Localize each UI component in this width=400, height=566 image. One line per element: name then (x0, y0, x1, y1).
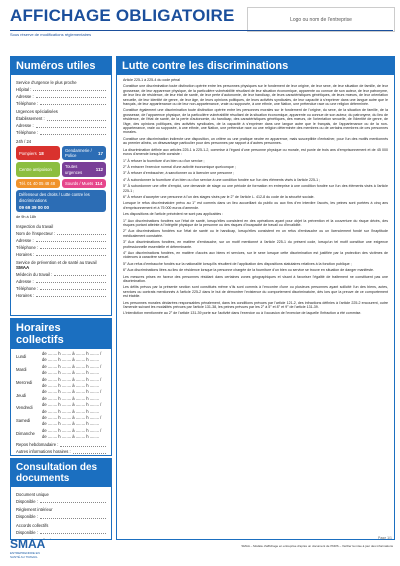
useful-field-0-2 (16, 99, 106, 106)
day-schedule: de ........ h ........ à ........ h ........ / de ........ h ........ à ........ h ........ (42, 351, 102, 363)
document-availability-line (40, 514, 106, 519)
useful-field-0-0 (16, 85, 106, 92)
document-availability-line (40, 529, 106, 534)
consultation-panel (10, 458, 112, 540)
section-0-line-3 (16, 250, 106, 257)
section-1-line-4-line (36, 292, 106, 297)
header-divider (10, 30, 393, 31)
useful-field-1-1 (16, 122, 106, 129)
useful-field-0-0-label: Hôpital : (16, 87, 32, 92)
emergency-pill (16, 146, 60, 161)
page-number: Page 1/1 (377, 536, 392, 540)
weekly-rest (16, 441, 106, 448)
section-0-line-2 (16, 243, 106, 250)
header-subtitle: Sous réserve de modifications réglementaires (10, 32, 92, 37)
prevention-org: SMAA (16, 265, 30, 271)
smaa-logo (10, 537, 50, 559)
emergency-label: Toutes urgences (65, 164, 83, 175)
emergency-pill (16, 162, 60, 177)
useful-field-1-1-line (36, 123, 106, 128)
section-1-line-1-label: Médecin du travail : (16, 272, 53, 278)
useful-field-label: Service d'urgence le plus proche (16, 80, 77, 85)
footer-text: SMAA – Modèle d'affichage en entreprise d'après un document de l'INRS – Vérifier la mise à jour des informations (241, 544, 393, 548)
discrimination-paragraph: La discrimination définie aux articles 225-1 à 225-1-2, commise à l'égard d'une personne physique ou morale, est punie de trois ans d'emprisonnement et de 45 000 euros d'amende lorsqu'elle consiste : (123, 147, 388, 157)
emergency-pill (16, 179, 60, 188)
emergency-number: 114 (95, 181, 103, 187)
day-schedule: de ........ h ........ à ........ h ........ / de ........ h ........ à ........ h ........ (42, 376, 102, 389)
section-1-line-2-line (36, 278, 106, 283)
page-title: AFFICHAGE OBLIGATOIRE (10, 6, 235, 25)
section-0-line-0-label: Nom de l'inspecteur : (16, 230, 56, 236)
discrimination-paragraph: L'interdiction mentionnée au 2° de l'article 131-39 porte sur l'activité dans l'exercice ou à l'occasion de l'exercice de laquelle l'infraction a été commise. (123, 311, 362, 316)
emergency-pill (62, 179, 106, 188)
day-label: Samedi (16, 418, 31, 424)
day-label: Dimanche (16, 431, 35, 437)
day-label: Jeudi (16, 392, 27, 398)
section-label: Service de prévention et de santé au travail (16, 259, 97, 265)
useful-field-0-0-line (33, 86, 106, 91)
discrimination-paragraph: Les dispositions de l'article précédent ne sont pas applicables : (123, 212, 224, 217)
section-0-line-0 (16, 229, 106, 236)
day-label: Mercredi (16, 379, 33, 385)
discrimination-paragraph: Article 225-1 à 225-4 du code pénal (123, 78, 180, 82)
rights-label: Défenseur des droits / Lutte contre les discriminations (19, 192, 90, 203)
useful-field-label: Urgences spécialisées (16, 109, 58, 115)
weekly-rest-line (60, 442, 106, 447)
discrimination-paragraph: Les mesures prises en faveur des personnes résidant dans certaines zones géographiques et visant à favoriser l'égalité de traitement ne constituent pas une discrimination. (123, 274, 388, 284)
useful-field-1-0-label: Établissement : (16, 116, 45, 122)
discrimination-paragraph: Les délits prévus par la présente section sont constitués même s'ils sont commis à l'encontre d'une ou plusieurs personnes ayant sollicité l'un des biens, actes, services ou contrats mentionnés à l'article 225-2 dans le but de démontrer l'existence du comportement discriminatoire, dès lors que la preuve de ce comportement est établie. (123, 285, 388, 299)
other-hours-info-label: Autres informations horaires : (16, 449, 71, 455)
discrimination-title: Lutte contre les discriminations (117, 57, 394, 75)
smaa-logo-text: SMAA (10, 537, 46, 551)
other-hours-info (16, 448, 106, 455)
discrimination-paragraph: Constitue une discrimination indirecte une disposition, un critère ou une pratique neutre en apparence, mais susceptible d'entraîner, pour l'un des motifs mentionnés au premier alinéa, un désavantage particulier pour des personnes par rapport à d'autres personnes. (123, 136, 388, 146)
discrimination-paragraph: 6° À refuser d'accepter une personne à l'un des stages visés par le 2° de l'article L. 412-8 du code de la sécurité sociale. (123, 194, 315, 199)
document-name: Accords collectifs (16, 522, 49, 528)
section-0-line-1-label: Adresse : (16, 237, 34, 243)
hours-row (16, 389, 106, 402)
section-1-line-2 (16, 277, 106, 284)
document-availability (16, 528, 106, 535)
useful-field-1-0 (16, 115, 106, 122)
hours-title: Horaires collectifs (11, 319, 111, 349)
day-schedule: de ........ h ........ à ........ h ........ / de ........ h ........ à ........ h ........ (42, 402, 102, 414)
weekly-rest-label: Repos hebdomadaire : (16, 442, 59, 448)
emergency-grid (16, 146, 106, 188)
emergency-pill (62, 162, 106, 177)
day-schedule: de ........ h ........ à ........ h ........ / de ........ h ........ à ........ h ........ (42, 363, 102, 376)
discrimination-body (117, 75, 394, 321)
emergency-caption: 24h / 24 (16, 138, 32, 144)
rights-hours: de 9h à 18h (16, 215, 37, 220)
section-1-line-1-line (54, 271, 106, 276)
section-1-line-2-label: Adresse : (16, 279, 34, 285)
section-label: Inspection du travail (16, 223, 54, 229)
document-availability-line (40, 498, 106, 503)
day-label: Mardi (16, 367, 27, 373)
hours-row (16, 377, 106, 390)
hours-row (16, 351, 106, 364)
section-1-line-4-label: Horaires : (16, 293, 35, 299)
discrimination-paragraph: Constitue également une discrimination toute distinction opérée entre les personnes morales sur le fondement de l'origine, du sexe, de la situation de famille, de la grossesse, de l'apparence physique, de la particulière vulnérabilité résultant de la situation économique, apparente ou connue de son auteur, du patronyme, du lieu de résidence, de l'état de santé, de la perte d'autonomie, du handicap, des caractéristiques génétiques, des mœurs, de l'orientation sexuelle, de l'identité de genre, de l'âge, des opinions politiques, des activités syndicales, de la capacité à s'exprimer dans une langue autre que le français, de l'appartenance ou de la non-appartenance, vraie ou supposée, à une ethnie, une Nation, une prétendue race ou une religion déterminée des membres ou de certains membres de ces personnes morales. (123, 108, 388, 135)
useful-numbers-panel (10, 56, 112, 316)
emergency-label: Tél. 01 40 05 48 48 (19, 181, 56, 187)
useful-numbers-title: Numéros utiles (11, 57, 111, 75)
useful-numbers-body (11, 75, 111, 300)
hours-row (16, 428, 106, 441)
hours-row (16, 402, 106, 415)
discrimination-paragraph: 4° À subordonner la fourniture d'un bien ou d'un service à une condition fondée sur l'un des éléments visés à l'article 225-1 ; (123, 177, 321, 182)
day-schedule: de ........ h ........ à ........ h ........ / de ........ h ........ à ........ h ........ (42, 415, 102, 427)
emergency-label: Pompiers (19, 150, 37, 156)
emergency-label: Gendarmerie / Police (65, 147, 92, 159)
day-label: Lundi (16, 354, 27, 360)
discrimination-paragraph: 5° Aux refus d'embauche fondés sur la nationalité lorsqu'ils résultent de l'application des dispositions statutaires relatives à la fonction publique ; (123, 261, 352, 266)
useful-field-0-1-line (36, 93, 106, 98)
section-1-line-1 (16, 270, 106, 277)
section-1-line-3-label: Téléphone : (16, 286, 39, 292)
useful-field-1-2-line (40, 130, 106, 135)
emergency-number: 18 (38, 150, 44, 156)
day-schedule: de ........ h ........ à ........ h ........ / de ........ h ........ à ........ h ........ (42, 427, 102, 440)
company-logo-placeholder: Logo ou nom de l'entreprise (247, 7, 395, 32)
emergency-label: Centre antipoison (19, 167, 52, 173)
section-1-line-3 (16, 284, 106, 291)
useful-field-1-1-label: Adresse : (16, 123, 34, 129)
section-1-line-3-line (40, 285, 106, 290)
useful-field-0-2-label: Téléphone : (16, 101, 39, 106)
hours-row (16, 415, 106, 428)
useful-field-0-1-label: Adresse : (16, 94, 34, 99)
discrimination-paragraph: 5° À subordonner une offre d'emploi, une demande de stage ou une période de formation en entreprise à une condition fondée sur l'un des éléments visés à l'article 225-1 ; (123, 184, 388, 193)
useful-field-1-0-line (47, 116, 106, 121)
emergency-pill (62, 146, 106, 161)
document-availability-label: Disponible : (16, 514, 38, 520)
document-availability-label: Disponible : (16, 499, 38, 504)
discrimination-paragraph: 4° Aux discriminations fondées, en matière d'accès aux biens et services, sur le sexe lorsque cette discrimination est justifiée par la protection des victimes de violences à caractère sexuel. (123, 251, 388, 260)
discrimination-panel (116, 56, 395, 540)
document-name: Document unique (16, 492, 49, 497)
discrimination-paragraph: 3° Aux discriminations fondées, en matière d'embauche, sur un motif mentionné à l'article 225-1 du présent code, lorsqu'un tel motif constitue une exigence professionnelle essentielle et déterminante. (123, 240, 388, 249)
day-label: Vendredi (16, 405, 33, 411)
section-0-line-1-line (36, 237, 106, 242)
discrimination-paragraph: 2° À entraver l'exercice normal d'une activité économique quelconque ; (123, 164, 236, 169)
section-0-line-1 (16, 236, 106, 243)
discrimination-paragraph: 6° Aux discriminations liées au lieu de résidence lorsque la personne chargée de la fourniture d'un bien ou service se trouve en situation de danger manifeste. (123, 268, 375, 273)
discrimination-paragraph: Les personnes morales déclarées responsables pénalement, dans les conditions prévues par l'article 121-2, des infractions définies à l'article 225-2 encourent, outre l'amende suivant les modalités prévues par l'article 131-38, les peines prévues par les 2° à 5° et 8° et 9° de l'article 131-39. (123, 300, 388, 310)
consultation-title: Consultation des documents (11, 459, 111, 487)
hours-panel (10, 318, 112, 456)
section-0-line-3-line (36, 251, 106, 256)
discrimination-paragraph: 2° Aux discriminations fondées sur l'état de santé ou le handicap, lorsqu'elles consistent en un refus d'embauche ou un licenciement fondé sur l'inaptitude médicalement constatée. (123, 229, 388, 238)
document-availability (16, 497, 106, 504)
discrimination-paragraph: 1° À refuser la fourniture d'un bien ou d'un service ; (123, 158, 205, 163)
smaa-logo-tagline: ENTREPRENDRE EN SANTÉ AU TRAVAIL (10, 551, 40, 559)
document-availability (16, 513, 106, 520)
rights-box (16, 190, 106, 212)
hours-row (16, 364, 106, 377)
useful-field-0-2-line (40, 100, 106, 105)
section-0-line-2-line (40, 244, 106, 249)
discrimination-paragraph: Lorsque le refus discriminatoire prévu au 1° est commis dans un lieu accueillant du public ou aux fins d'en interdire l'accès, les peines sont portées à cinq ans d'emprisonnement et à 75 000 euros d'amende. (123, 201, 388, 210)
discrimination-paragraph: Constitue une discrimination toute distinction opérée entre les personnes physiques sur le fondement de leur origine, de leur sexe, de leur situation de famille, de leur grossesse, de leur apparence physique, de la particulière vulnérabilité résultant de leur situation économique, apparente ou connue de son auteur, de leur patronyme, de leur lieu de résidence, de leur état de santé, de leur perte d'autonomie, de leur handicap, de leurs caractéristiques génétiques, de leurs mœurs, de leur orientation sexuelle, de leur identité de genre, de leur âge, de leurs opinions politiques, de leurs activités syndicales, de leur capacité à s'exprimer dans une langue autre que le français, de leur appartenance ou de leur non-appartenance, vraie ou supposée, à une ethnie, une Nation, une prétendue race ou une religion déterminée. (123, 84, 388, 107)
day-schedule: de ........ h ........ à ........ h ........ / de ........ h ........ à ........ h ........ (42, 389, 102, 401)
emergency-number: 17 (97, 150, 103, 156)
other-hours-info-line (73, 449, 106, 454)
useful-field-0-1 (16, 92, 106, 99)
document-availability-label: Disponible : (16, 529, 38, 535)
section-1-line-4 (16, 291, 106, 298)
hours-body (11, 349, 111, 456)
emergency-label: Sourds / Muets (65, 181, 94, 187)
emergency-number: 112 (95, 167, 103, 173)
rights-number: 09 69 39 00 00 (19, 204, 50, 210)
discrimination-paragraph: 3° À refuser d'embaucher, à sanctionner ou à licencier une personne ; (123, 171, 235, 176)
document-name: Règlement intérieur (16, 507, 53, 513)
section-0-line-2-label: Téléphone : (16, 244, 39, 250)
useful-field-1-2-label: Téléphone : (16, 130, 39, 136)
section-0-line-3-label: Horaires : (16, 251, 35, 257)
useful-field-1-2 (16, 129, 106, 136)
discrimination-paragraph: 1° Aux discriminations fondées sur l'état de santé, lorsqu'elles consistent en des opérations ayant pour objet la prévention et la couverture du risque décès, des risques portant atteinte à l'intégrité physique de la personne ou des risques d'incapacité de travail ou d'invalidité. (123, 218, 388, 227)
consultation-body (11, 487, 111, 540)
section-0-line-0-line (57, 230, 106, 235)
